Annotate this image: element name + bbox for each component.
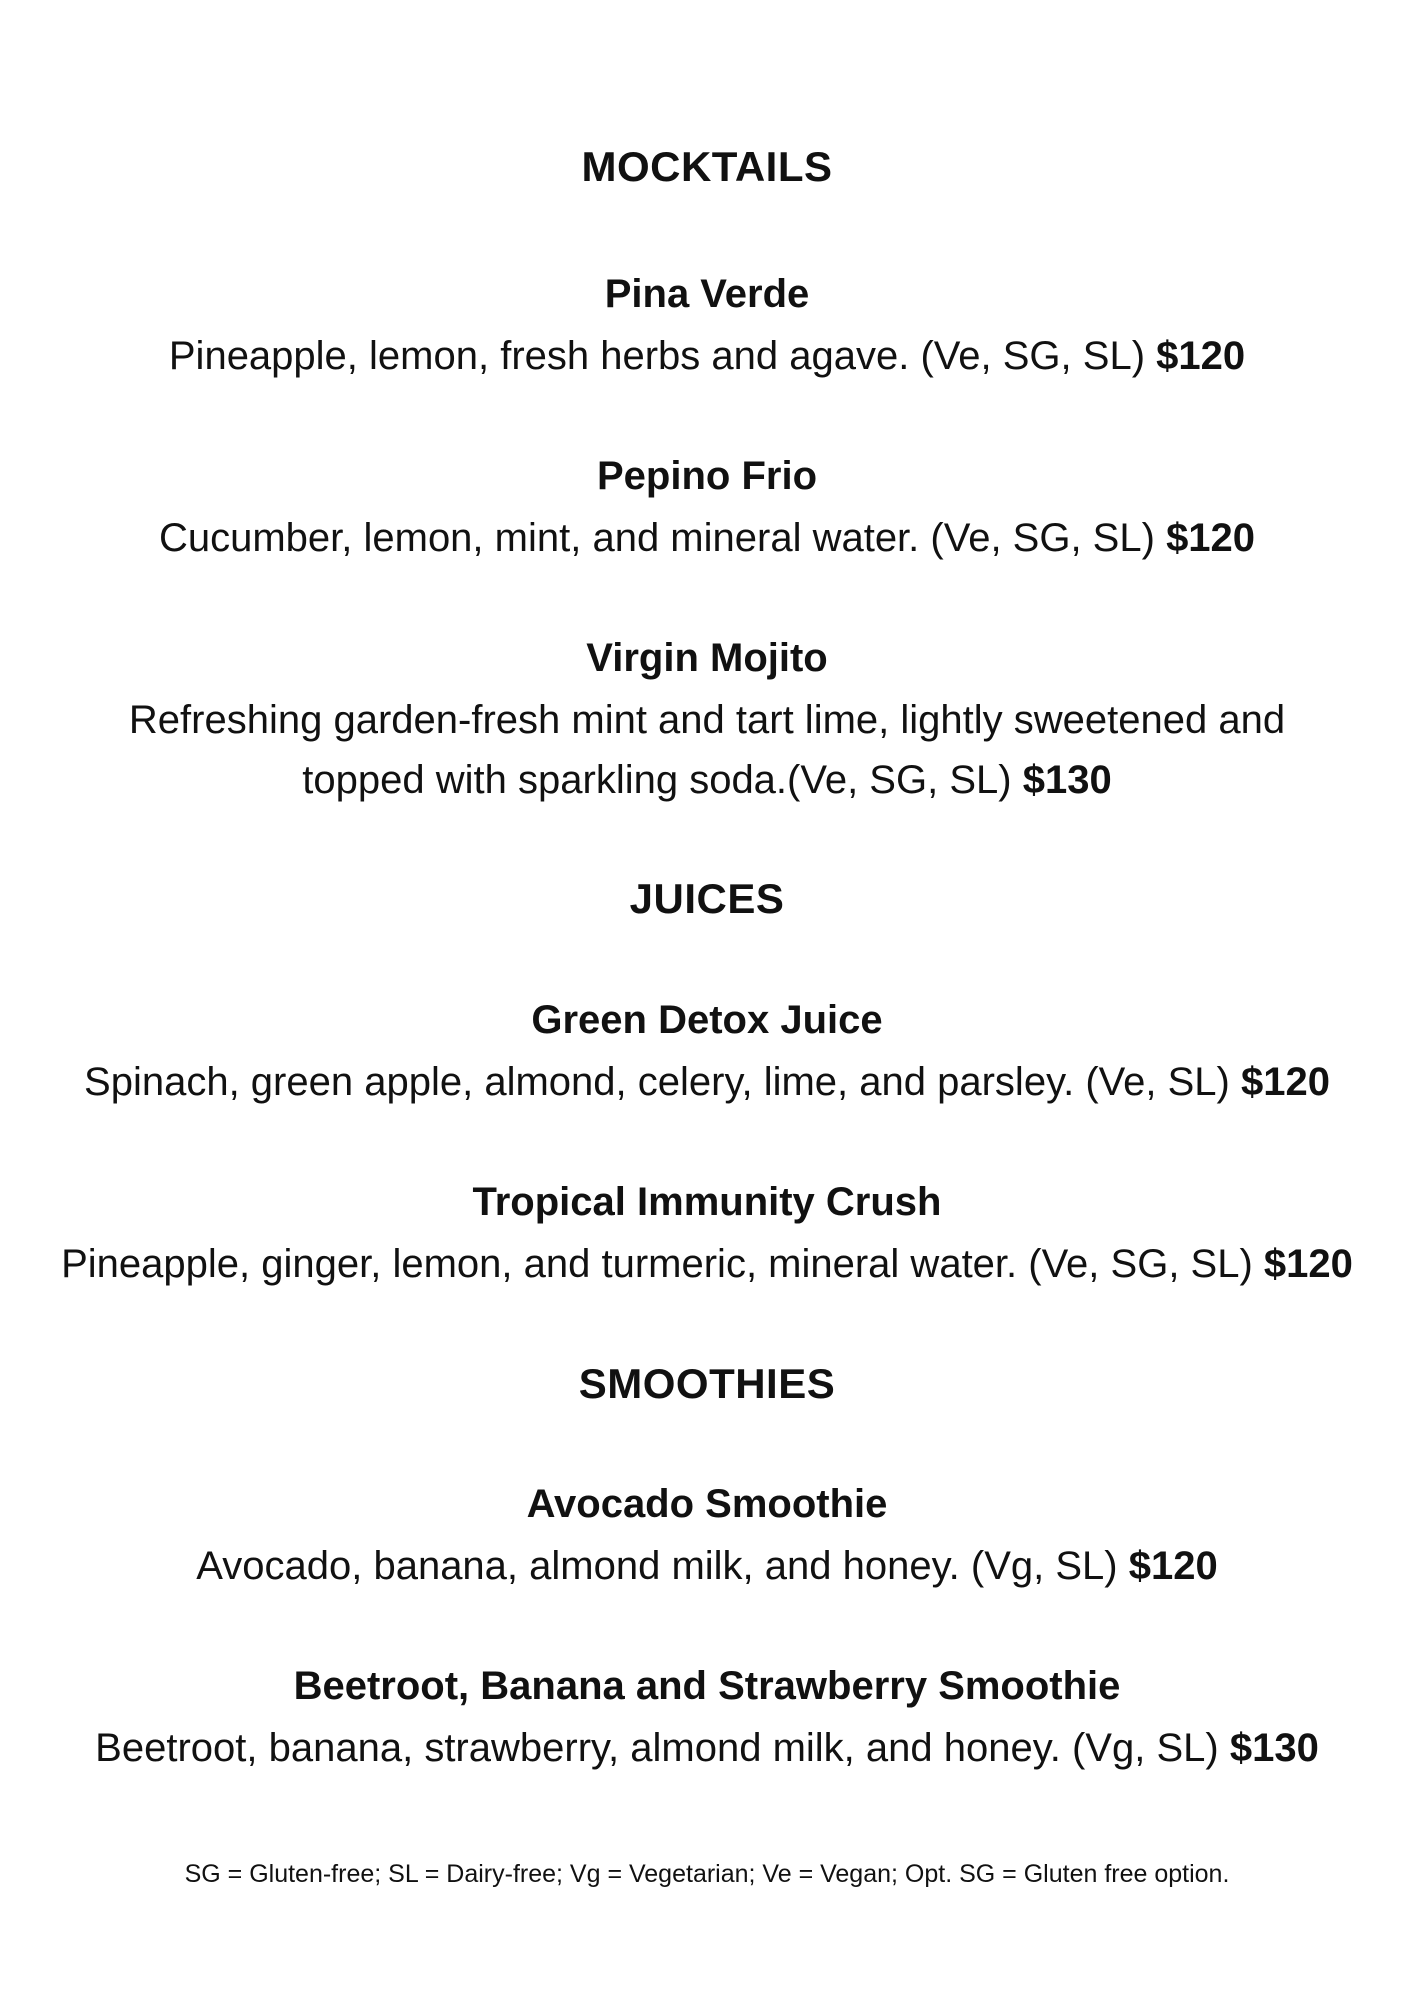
item-description-pepino-frio xyxy=(0,508,1414,568)
item-description-green-detox-juice xyxy=(0,1052,1414,1112)
item-price: $120 xyxy=(1240,1060,1330,1104)
section-title-smoothies: SMOOTHIES xyxy=(578,1360,836,1407)
item-name-virgin-mojito: Virgin Mojito xyxy=(586,636,828,680)
item-price: $130 xyxy=(1229,1726,1319,1770)
item-name-avocado-smoothie: Avocado Smoothie xyxy=(526,1482,888,1526)
item-description-pina-verde xyxy=(0,326,1414,386)
item-description-beetroot-smoothie xyxy=(0,1718,1414,1778)
item-description-text: Cucumber, lemon, mint, and mineral water. (Ve, SG, SL) xyxy=(158,516,1155,560)
item-description-tropical-immunity-crush xyxy=(0,1234,1414,1294)
item-name-pina-verde: Pina Verde xyxy=(604,272,810,316)
item-name-pepino-frio: Pepino Frio xyxy=(597,454,817,498)
item-description-text: Pineapple, lemon, fresh herbs and agave. (Ve, SG, SL) xyxy=(168,334,1146,378)
item-price: $120 xyxy=(1263,1242,1353,1286)
item-price: $130 xyxy=(1022,758,1112,802)
item-price: $120 xyxy=(1128,1544,1218,1588)
item-description-text: Avocado, banana, almond milk, and honey. (Vg, SL) xyxy=(196,1544,1118,1588)
dietary-legend-footnote: SG = Gluten-free; SL = Dairy-free; Vg = Vegetarian; Ve = Vegan; Opt. SG = Gluten free option. xyxy=(184,1860,1230,1888)
item-name-beetroot-smoothie: Beetroot, Banana and Strawberry Smoothie xyxy=(293,1664,1121,1708)
item-name-green-detox-juice: Green Detox Juice xyxy=(531,998,883,1042)
item-description-text: Beetroot, banana, strawberry, almond milk, and honey. (Vg, SL) xyxy=(95,1726,1219,1770)
item-description-virgin-mojito-line-2 xyxy=(0,750,1414,810)
item-description-text: topped with sparkling soda.(Ve, SG, SL) xyxy=(302,758,1012,802)
section-title-juices: JUICES xyxy=(629,875,785,922)
item-price: $120 xyxy=(1166,516,1256,560)
item-name-tropical-immunity-crush: Tropical Immunity Crush xyxy=(472,1180,942,1224)
item-description-avocado-smoothie xyxy=(0,1536,1414,1596)
item-description-virgin-mojito-line-1 xyxy=(0,690,1414,750)
item-description-text: Pineapple, ginger, lemon, and turmeric, mineral water. (Ve, SG, SL) xyxy=(61,1242,1253,1286)
item-description-text: Spinach, green apple, almond, celery, lime, and parsley. (Ve, SL) xyxy=(84,1060,1230,1104)
item-price: $120 xyxy=(1156,334,1246,378)
item-description-text: Refreshing garden-fresh mint and tart lime, lightly sweetened and xyxy=(128,698,1286,742)
section-title-mocktails: MOCKTAILS xyxy=(581,143,833,190)
